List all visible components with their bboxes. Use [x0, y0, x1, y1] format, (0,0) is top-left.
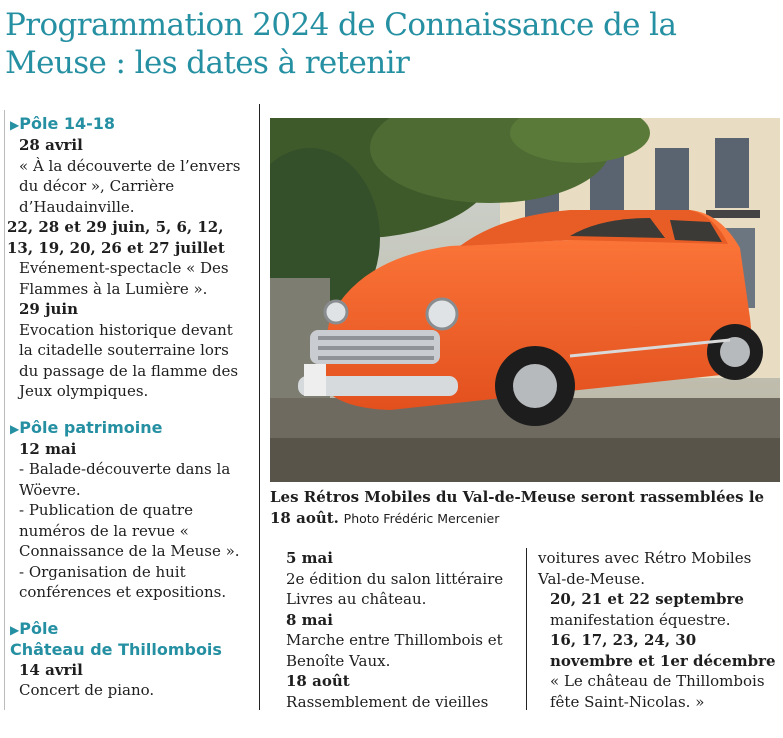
event-date: 12 mai: [19, 439, 77, 458]
triangle-right-icon: ▶: [10, 622, 20, 637]
event-description: « Le château de Thillombois fête Saint-Nicolas. »: [550, 672, 765, 711]
event-date: 5 mai: [286, 549, 333, 567]
column-rule-left: [4, 110, 5, 710]
program-column-1: [7, 114, 247, 701]
event-date: 14 avril: [19, 660, 83, 679]
event-date: 8 mai: [286, 610, 333, 629]
event-description: voitures avec Rétro Mobiles Val-de-Meuse.: [538, 549, 752, 588]
event-date: 29 juin: [19, 300, 79, 318]
event-description: - Publication de quatre numéros de la revue « Connaissance de la Meuse ».: [19, 501, 240, 560]
event-date: 20, 21 et 22 septembre: [550, 590, 744, 608]
program-column-2: [274, 548, 514, 712]
event-description: manifestation équestre.: [550, 610, 731, 629]
caption-text: Les Rétros Mobiles du Val-de-Meuse seront rassemblées le 18 août.: [270, 488, 765, 527]
event-description: 2e édition du salon littéraire Livres au château.: [286, 569, 504, 608]
program-column-3: [538, 548, 778, 712]
event-description: - Organisation de huit conférences et expositions.: [19, 562, 227, 601]
event-date: 22, 28 et 29 juin, 5, 6, 12, 13, 19, 20, 26 et 27 juillet: [7, 218, 225, 257]
triangle-right-icon: ▶: [10, 118, 20, 132]
section-heading: ▶Pôle 14-18: [10, 114, 116, 133]
photo-credit: Photo Frédéric Mercenier: [343, 511, 500, 526]
section-heading: ▶Pôle patrimoine: [10, 417, 163, 437]
photo-caption: [270, 487, 780, 529]
event-description: « À la découverte de l’envers du décor », Carrière d’Haudainville.: [19, 156, 241, 216]
event-date: 18 août: [286, 672, 350, 690]
event-date: 28 avril: [19, 136, 83, 154]
column-rule: [526, 548, 527, 710]
car-photo: [270, 118, 780, 482]
event-description: Evénement-spectacle « Des Flammes à la Lumière ».: [19, 259, 229, 298]
event-description: Concert de piano.: [19, 681, 155, 699]
triangle-right-icon: ▶: [10, 421, 20, 436]
event-description: - Balade-découverte dans la Wöevre.: [19, 460, 231, 499]
page-title: Programmation 2024 de Connaissance de la Meuse : les dates à retenir: [5, 7, 677, 81]
column-rule: [259, 104, 260, 710]
event-description: Marche entre Thillombois et Benoîte Vaux.: [286, 631, 503, 670]
section-heading: ▶Pôle Château de Thillombois: [10, 618, 222, 659]
event-description: Evocation historique devant la citadelle souterraine lors du passage de la flamme des Jeux olympiques.: [19, 320, 239, 400]
event-date: 16, 17, 23, 24, 30 novembre et 1er décembre: [550, 631, 776, 670]
event-description: Rassemblement de vieilles: [286, 692, 489, 711]
